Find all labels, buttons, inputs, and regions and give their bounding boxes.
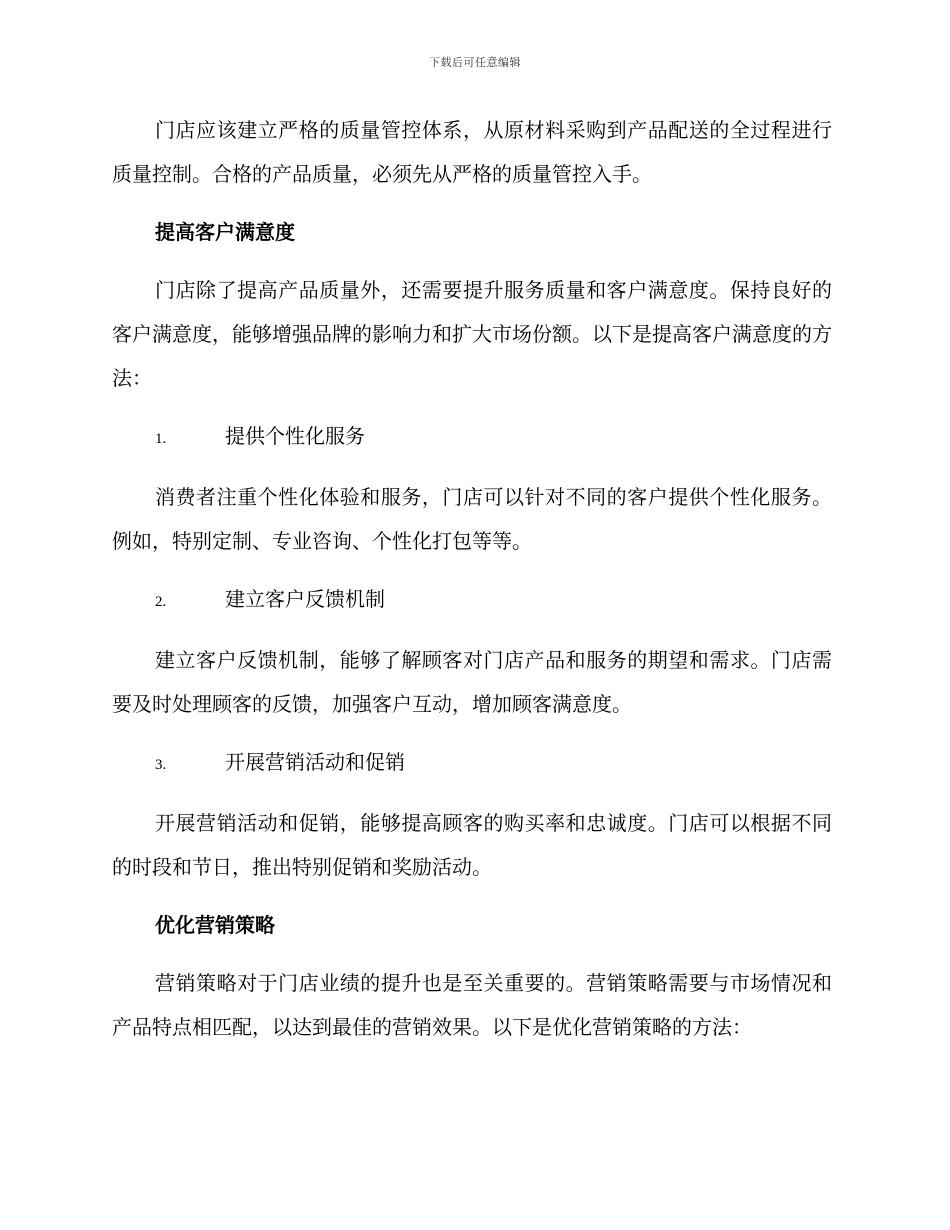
paragraph-personalized-service: 消费者注重个性化体验和服务，门店可以针对不同的客户提供个性化服务。例如，特别定制、专业咨询、个性化打包等等。: [112, 485, 832, 553]
list-item-label: 开展营销活动和促销: [225, 750, 405, 774]
paragraph-promotions: 开展营销活动和促销，能够提高顾客的购买率和忠诚度。门店可以根据不同的时段和节日，推出特别促销和奖励活动。: [112, 811, 832, 879]
list-item-3: [112, 740, 832, 787]
list-item-label: 提供个性化服务: [225, 424, 365, 448]
heading-marketing-strategy: 优化营销策略: [155, 913, 275, 937]
paragraph-quality-control: 门店应该建立严格的质量管控体系，从原材料采购到产品配送的全过程进行质量控制。合格的产品质量，必须先从严格的质量管控入手。: [112, 118, 832, 186]
paragraph-marketing-strategy-intro: 营销策略对于门店业绩的提升也是至关重要的。营销策略需要与市场情况和产品特点相匹配，以达到最佳的营销效果。以下是优化营销策略的方法：: [112, 971, 832, 1039]
heading-customer-satisfaction: 提高客户满意度: [155, 220, 295, 244]
list-item-1: [112, 414, 832, 461]
list-number: 2.: [155, 594, 167, 610]
document-body: [112, 108, 832, 1063]
header-note: 下载后可任意编辑: [429, 56, 521, 69]
paragraph-customer-satisfaction-intro: 门店除了提高产品质量外，还需要提升服务质量和客户满意度。保持良好的客户满意度，能够增强品牌的影响力和扩大市场份额。以下是提高客户满意度的方法：: [112, 278, 832, 390]
list-number: 1.: [155, 431, 167, 447]
list-item-label: 建立客户反馈机制: [225, 587, 385, 611]
paragraph-feedback-mechanism: 建立客户反馈机制，能够了解顾客对门店产品和服务的期望和需求。门店需要及时处理顾客的反馈，加强客户互动，增加顾客满意度。: [112, 648, 832, 716]
list-number: 3.: [155, 757, 167, 773]
list-item-2: [112, 577, 832, 624]
